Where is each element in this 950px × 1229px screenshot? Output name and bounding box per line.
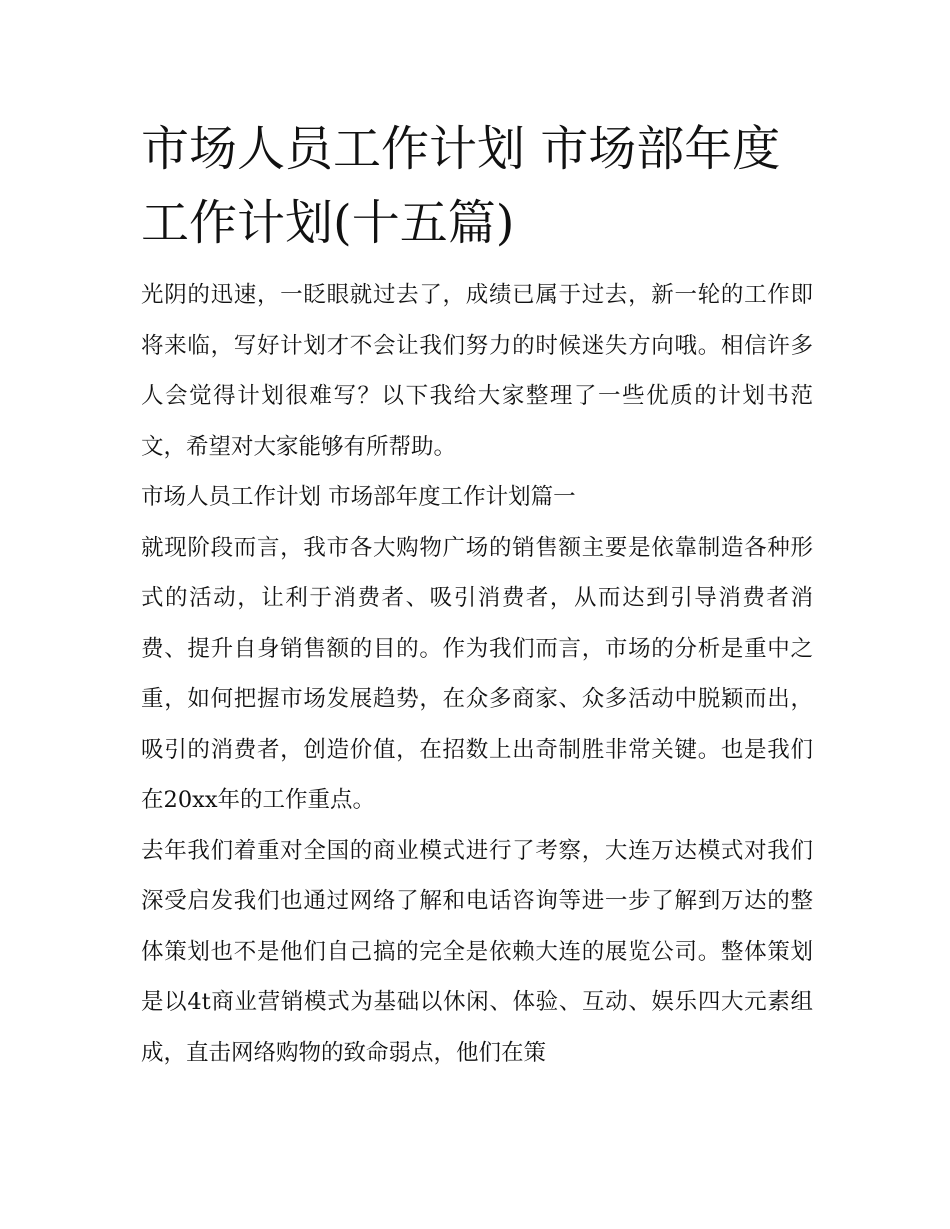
- intro-paragraph: 光阴的迅速，一眨眼就过去了，成绩已属于过去，新一轮的工作即将来临，写好计划才不会让我们努力的时候迷失方向哦。相信许多人会觉得计划很难写？以下我给大家整理了一些优质的计划书范文，希望对大家能够有所帮助。: [141, 282, 813, 460]
- document-body: [141, 112, 813, 1078]
- document-title: 市场人员工作计划 市场部年度工作计划(十五篇): [141, 121, 781, 251]
- section-heading: 市场人员工作计划 市场部年度工作计划篇一: [141, 484, 576, 510]
- body-paragraph-2: 去年我们着重对全国的商业模式进行了考察，大连万达模式对我们深受启发我们也通过网络了解和电话咨询等进一步了解到万达的整体策划也不是他们自己搞的完全是依赖大连的展览公司。整体策划是以4t商业营销模式为基础以休闲、体验、互动、娱乐四大元素组成，直击网络购物的致命弱点，他们在策: [141, 837, 813, 1066]
- body-paragraph-1: 就现阶段而言，我市各大购物广场的销售额主要是依靠制造各种形式的活动，让利于消费者、吸引消费者，从而达到引导消费者消费、提升自身销售额的目的。作为我们而言，市场的分析是重中之重，如何把握市场发展趋势，在众多商家、众多活动中脱颖而出，吸引的消费者，创造价值，在招数上出奇制胜非常关键。也是我们在20xx年的工作重点。: [141, 534, 813, 813]
